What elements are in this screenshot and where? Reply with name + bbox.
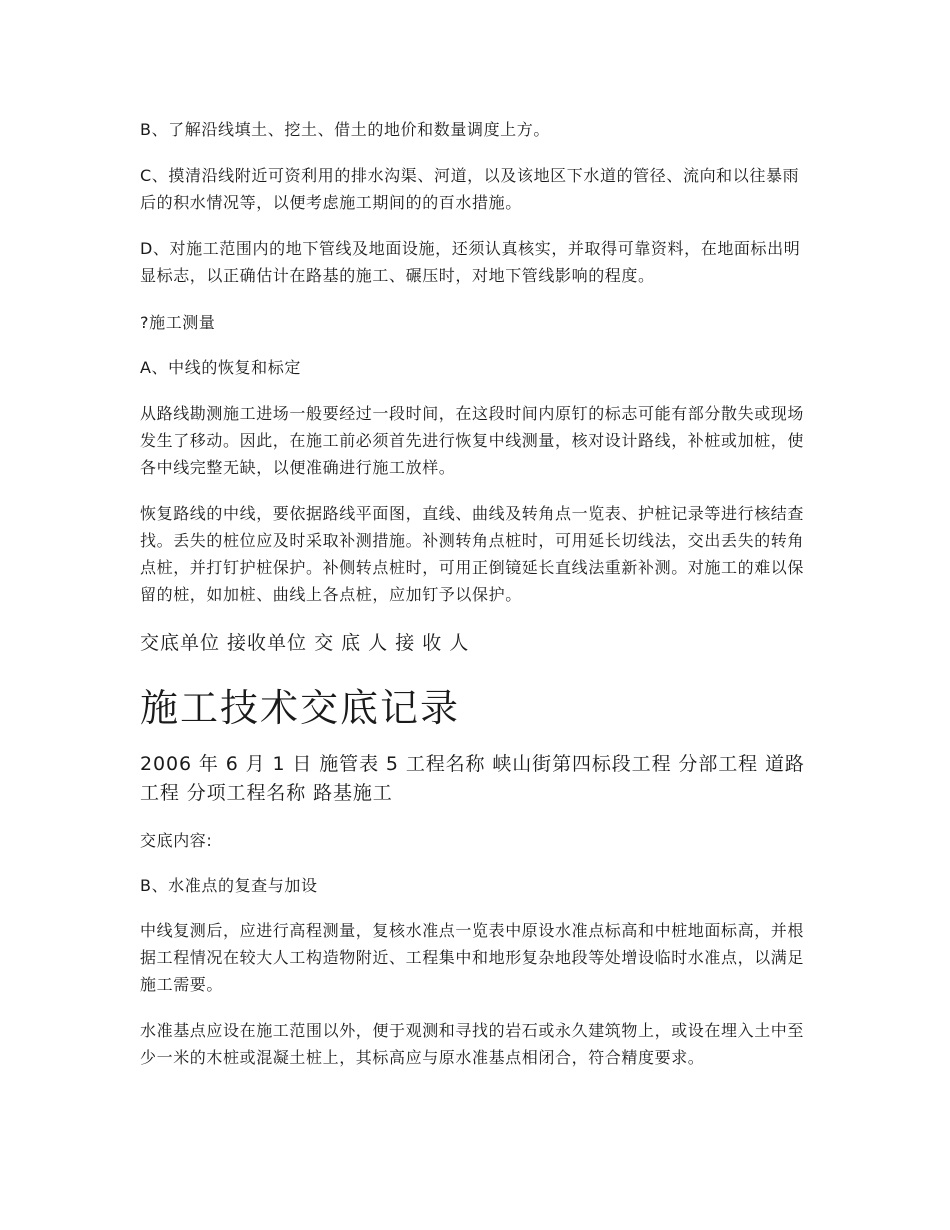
item-b: B、了解沿线填土、挖土、借土的地价和数量调度上方。 [140, 120, 550, 139]
item-b-title: B、水准点的复查与加设 [140, 876, 318, 895]
centerline-paragraph-2: 恢复路线的中线，要依据路线平面图，直线、曲线及转角点一览表、护桩记录等进行核结查找。丢失的桩位应及时采取补测措施。补测转角点桩时，可用延长切线法，交出丢失的转角点桩，并打钉护桩保护。补侧转点桩时，可用正倒镜延长直线法重新补测。对施工的难以保留的桩，如加桩、曲线上各点桩，应加钉予以保护。 [140, 504, 805, 604]
item-a-title: A、中线的恢复和标定 [140, 358, 301, 377]
centerline-paragraph-1: 从路线勘测施工进场一般要经过一段时间，在这段时间内原钉的标志可能有部分散失或现场发生了移动。因此，在施工前必须首先进行恢复中线测量，核对设计路线，补桩或加桩，使各中线完整无缺，以便准确进行施工放样。 [140, 404, 805, 477]
content-label: 交底内容: [140, 831, 213, 850]
benchmark-paragraph-2: 水准基点应设在施工范围以外，便于观测和寻找的岩石或永久建筑物上，或设在埋入土中至少一米的木桩或混凝土桩上，其标高应与原水准基点相闭合，符合精度要求。 [140, 1021, 805, 1067]
benchmark-paragraph-1: 中线复测后，应进行高程测量，复核水准点一览表中原设水准点标高和中桩地面标高，并根据工程情况在较大人工构造物附近、工程集中和地形复杂地段等处增设临时水准点，以满足施工需要。 [140, 921, 805, 994]
signature-row: 交底单位 接收单位 交 底 人 接 收 人 [140, 632, 470, 654]
survey-title: ?施工测量 [140, 313, 216, 332]
record-meta: 2006 年 6 月 1 日 施管表 5 工程名称 峡山街第四标段工程 分部工程 道路工程 分项工程名称 路基施工 [140, 753, 805, 804]
item-c: C、摸清沿线附近可资利用的排水沟渠、河道，以及该地区下水道的管径、流向和以往暴雨后的积水情况等，以便考虑施工期间的的百水措施。 [140, 166, 800, 212]
item-d: D、对施工范围内的地下管线及地面设施，还须认真核实，并取得可靠资料，在地面标出明显标志，以正确估计在路基的施工、碾压时，对地下管线影响的程度。 [140, 239, 801, 285]
record-title: 施工技术交底记录 [140, 686, 461, 730]
